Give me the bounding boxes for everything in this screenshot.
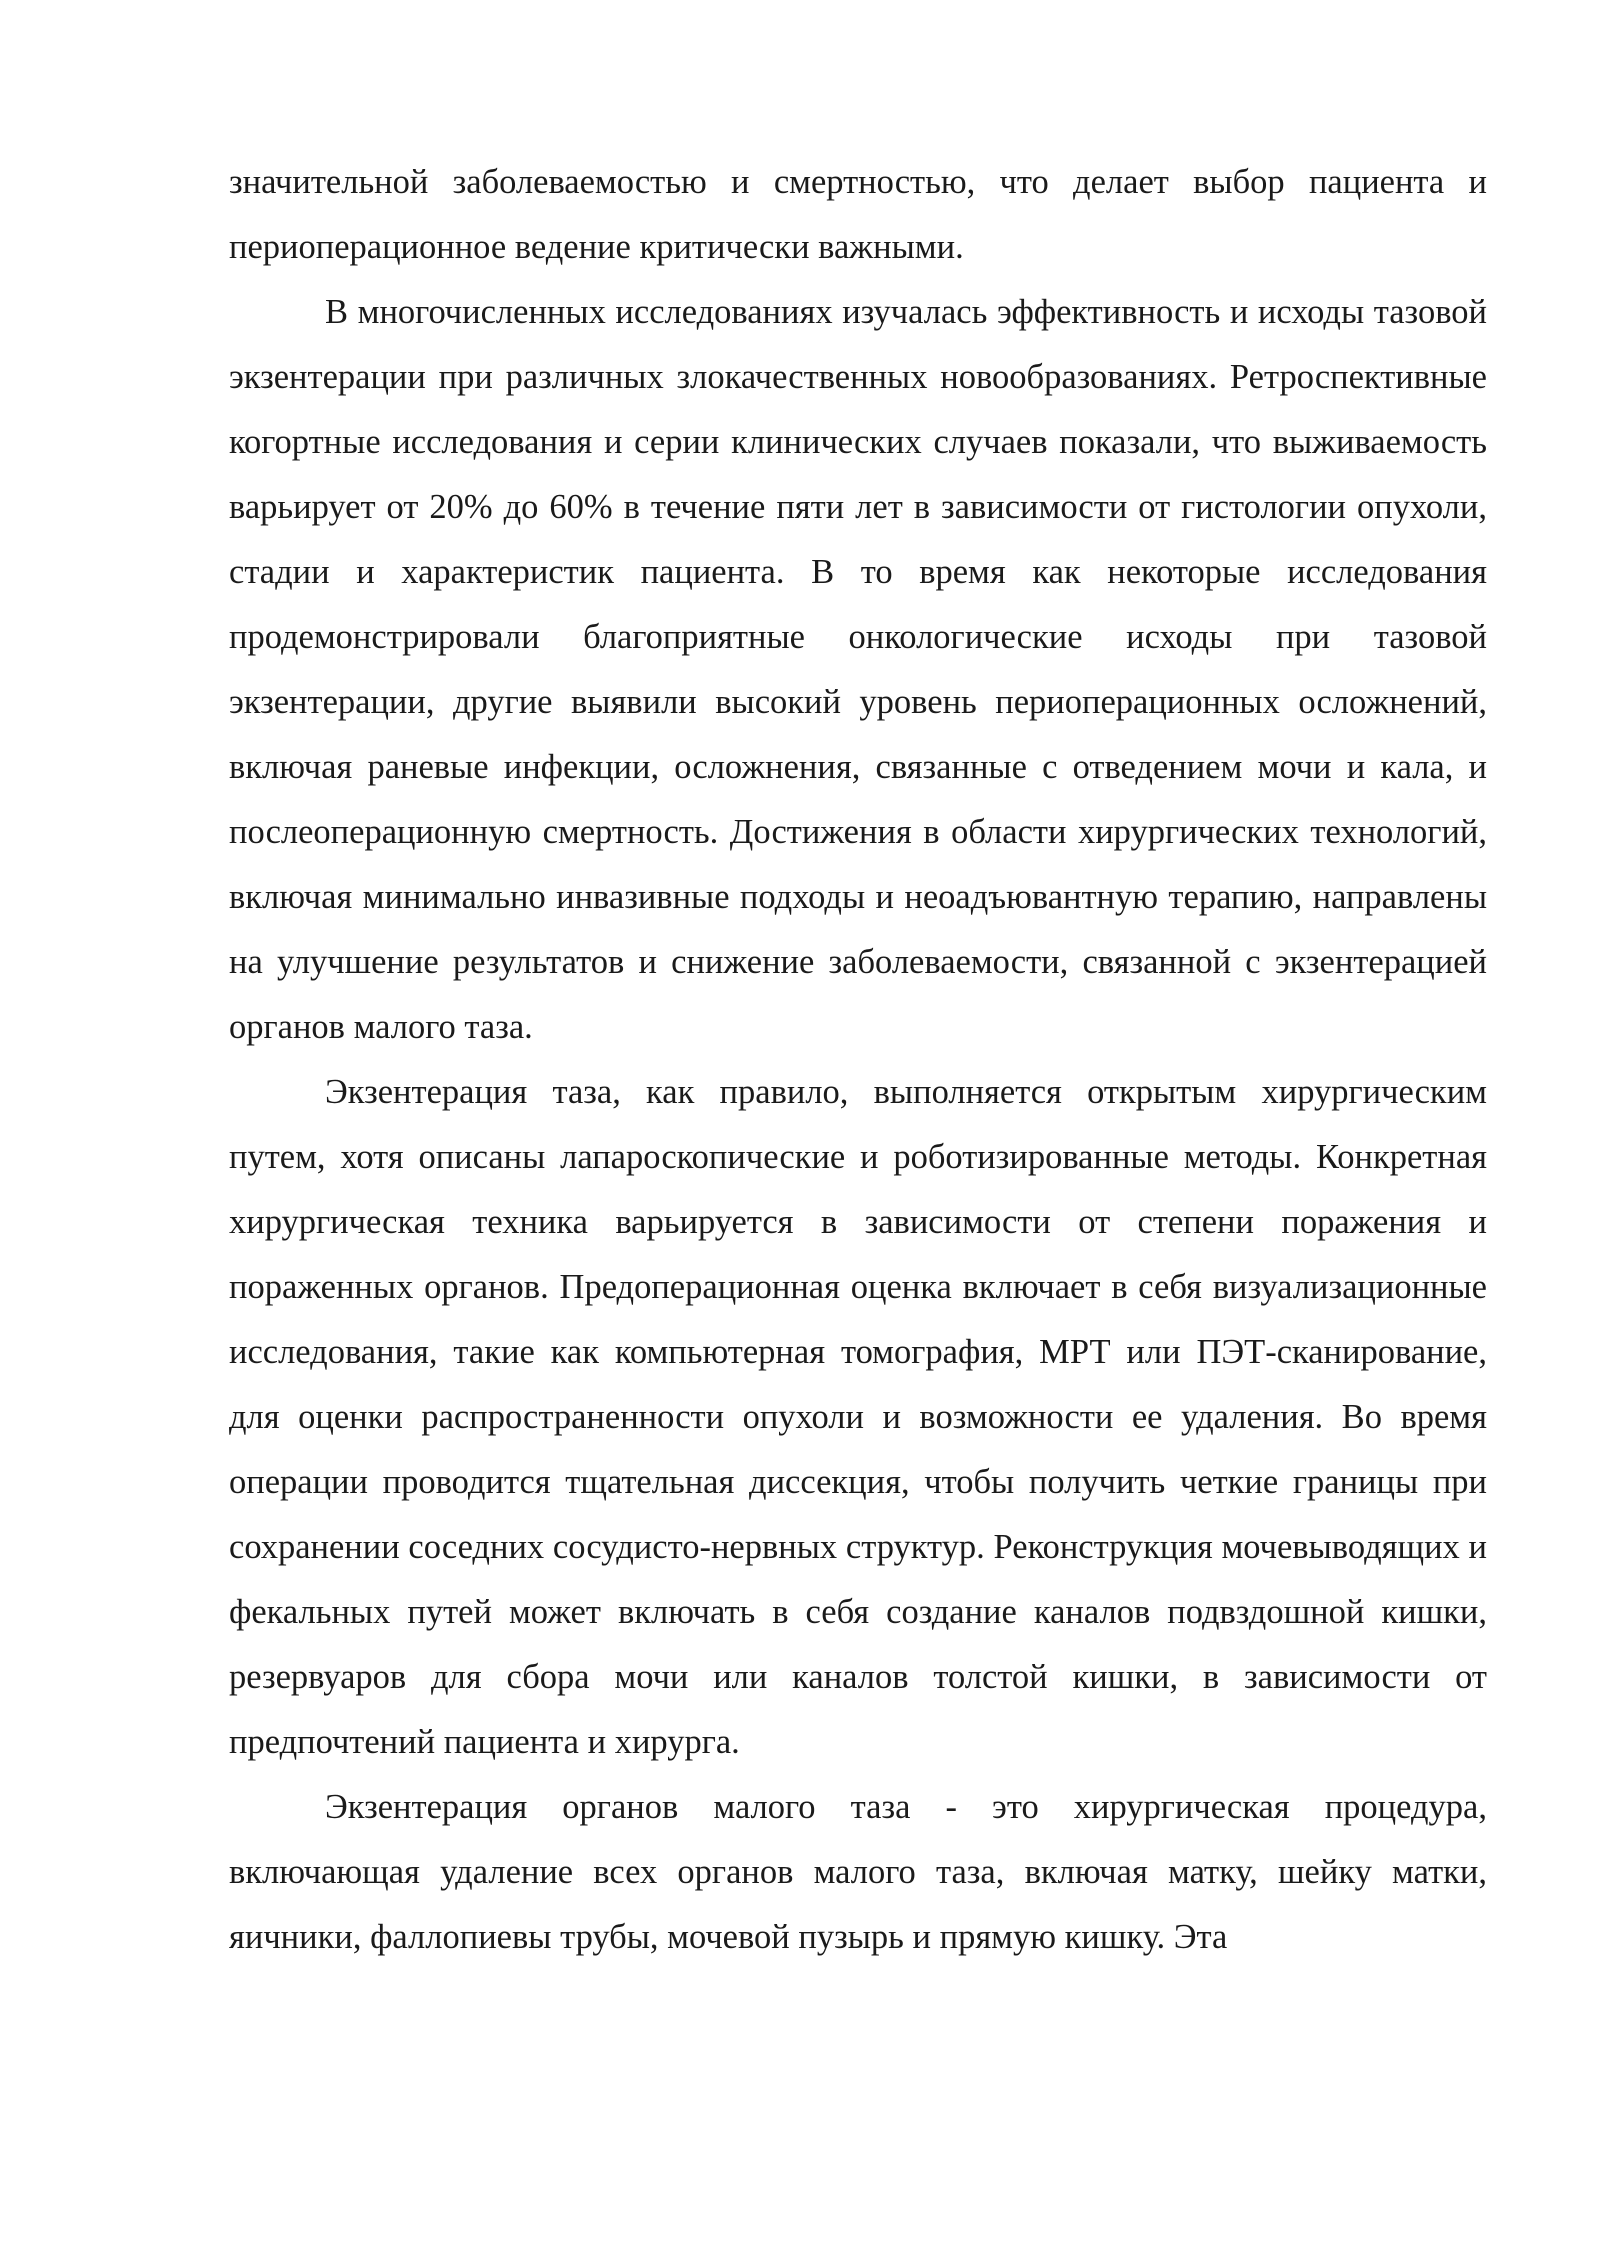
paragraph-definition: Экзентерация органов малого таза - это хирургическая процедура, включающая удаление всех органов малого таза, включая матку, шейку матки, яичники, фаллопиевы трубы, мочевой пузырь и прямую кишку. Эта (229, 1788, 1487, 1956)
paragraph-surgical-technique: Экзентерация таза, как правило, выполняется открытым хирургическим путем, хотя описаны лапароскопические и роботизированные методы. Конкретная хирургическая техника варьируется в зависимости от степени поражения и пораженных органов. Предоперационная оценка включает в себя визуализационные исследования, такие как компьютерная томография, МРТ или ПЭТ-сканирование, для оценки распространенности опухоли и возможности ее удаления. Во время операции проводится тщательная диссекция, чтобы получить четкие границы при сохранении соседних сосудисто-нервных структур. Реконструкция мочевыводящих и фекальных путей может включать в себя создание каналов подвздошной кишки, резервуаров для сбора мочи или каналов толстой кишки, в зависимости от предпочтений пациента и хирурга. (229, 1073, 1487, 1761)
paragraph-outcomes: В многочисленных исследованиях изучалась эффективность и исходы тазовой экзентерации при различных злокачественных новообразованиях. Ретроспективные когортные исследования и серии клинических случаев показали, что выживаемость варьирует от 20% до 60% в течение пяти лет в зависимости от гистологии опухоли, стадии и характеристик пациента. В то время как некоторые исследования продемонстрировали благоприятные онкологические исходы при тазовой экзентерации, другие выявили высокий уровень периоперационных осложнений, включая раневые инфекции, осложнения, связанные с отведением мочи и кала, и послеоперационную смертность. Достижения в области хирургических технологий, включая минимально инвазивные подходы и неоадъювантную терапию, направлены на улучшение результатов и снижение заболеваемости, связанной с экзентерацией органов малого таза. (229, 293, 1487, 1046)
paragraph-continuation: значительной заболеваемостью и смертностью, что делает выбор пациента и периоперационное ведение критически важными. (229, 163, 1487, 266)
body-text (229, 150, 1487, 1970)
